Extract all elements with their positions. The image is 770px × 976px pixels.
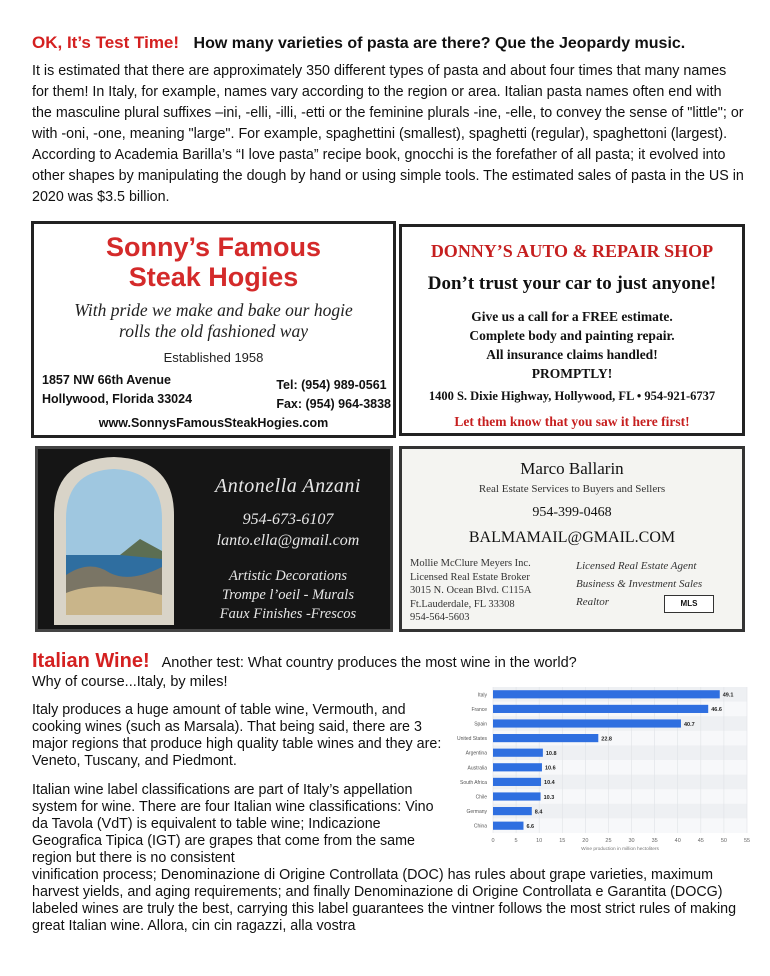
antonella-service3: Faux Finishes -Frescos bbox=[219, 606, 357, 622]
wine-intro: Another test: What country produces the most wine in the world? bbox=[161, 655, 577, 671]
chart-value-label: 10.3 bbox=[543, 794, 555, 801]
sonny-tel: Tel: (954) 989-0561 bbox=[276, 378, 387, 392]
sonny-address1: 1857 NW 66th Avenue bbox=[42, 373, 171, 387]
chart-category-label: France bbox=[471, 706, 487, 713]
marco-agent-line3: Realtor bbox=[576, 596, 609, 608]
pasta-section bbox=[32, 32, 744, 208]
chart-bar bbox=[493, 734, 598, 742]
donny-title: DONNY’S AUTO & REPAIR SHOP bbox=[430, 241, 714, 261]
marco-phone: 954-399-0468 bbox=[532, 505, 612, 520]
window-seascape-painting bbox=[50, 455, 178, 625]
sonny-slogan-line2: rolls the old fashioned way bbox=[119, 321, 308, 341]
sonny-slogan-line1: With pride we make and bake our hogie bbox=[74, 300, 353, 320]
donny-footer: Let them know that you saw it here first! bbox=[454, 414, 690, 429]
chart-bar bbox=[493, 749, 543, 757]
marco-agent-line1: Licensed Real Estate Agent bbox=[576, 560, 697, 572]
antonella-email: lanto.ella@gmail.com bbox=[216, 532, 360, 549]
donny-line3: All insurance claims handled! bbox=[486, 347, 658, 362]
antonella-service2: Trompe l’oeil - Murals bbox=[222, 587, 354, 603]
donny-address: 1400 S. Dixie Highway, Hollywood, FL • 954-921-6737 bbox=[428, 389, 716, 403]
chart-category-label: United States bbox=[456, 736, 487, 743]
antonella-phone: 954-673-6107 bbox=[242, 511, 334, 528]
chart-value-label: 40.7 bbox=[683, 721, 695, 728]
wine-paragraph1: Italy produces a huge amount of table wine, Vermouth, and cooking wines (such as Marsala). That being said, there are 3 major regions that produce high quality table wines and they are: Veneto, Tuscany, and Piedmont. bbox=[32, 702, 442, 769]
chart-category-label: Argentina bbox=[465, 750, 487, 757]
chart-category-label: Spain bbox=[474, 721, 487, 728]
pasta-header bbox=[32, 32, 744, 55]
donny-line1: Give us a call for a FREE estimate. bbox=[471, 309, 673, 324]
marco-name: Marco Ballarin bbox=[520, 459, 624, 478]
chart-value-label: 10.8 bbox=[545, 750, 557, 757]
chart-bar bbox=[493, 792, 541, 800]
chart-category-label: South Africa bbox=[460, 779, 487, 786]
chart-value-label: 8.4 bbox=[534, 809, 543, 816]
chart-bar bbox=[493, 822, 523, 830]
chart-value-label: 10.6 bbox=[544, 765, 556, 772]
chart-bar bbox=[493, 807, 532, 815]
chart-x-tick-label: 10 bbox=[536, 838, 543, 844]
sonny-fax: Fax: (954) 964-3838 bbox=[276, 397, 391, 411]
chart-x-axis-label: Wine production in million hectoliters bbox=[581, 847, 659, 852]
pasta-question: How many varieties of pasta are there? Que the Jeopardy music. bbox=[193, 35, 686, 52]
chart-bar bbox=[493, 719, 681, 727]
chart-x-tick-label: 30 bbox=[628, 838, 635, 844]
sonny-address2: Hollywood, Florida 33024 bbox=[42, 392, 193, 406]
chart-x-tick-label: 40 bbox=[674, 838, 681, 844]
mls-logo: MLS bbox=[664, 595, 714, 613]
chart-bar bbox=[493, 778, 541, 786]
chart-x-tick-label: 15 bbox=[559, 838, 566, 844]
donny-tagline: Don’t trust your car to just anyone! bbox=[427, 273, 717, 294]
chart-x-tick-label: 55 bbox=[743, 838, 751, 844]
wine-paragraph2-narrow: Italian wine label classifications are part of Italy’s appellation system for wine. There are four Italian wine classifications: Vino da Tavola (VdT) is equivalent to table wine; Indicazione Geografica Tipica (IGT) are grapes that come from the same region but there is no consistent bbox=[32, 782, 434, 866]
antonella-ad bbox=[35, 446, 393, 632]
chart-value-label: 49.1 bbox=[722, 692, 734, 699]
chart-category-label: Italy bbox=[477, 692, 487, 699]
chart-bar bbox=[493, 690, 720, 698]
wine-answer: Why of course...Italy, by miles! bbox=[32, 674, 228, 690]
sonny-website: www.SonnysFamousSteakHogies.com bbox=[98, 416, 329, 430]
chart-x-tick-label: 5 bbox=[514, 838, 518, 844]
donny-ad bbox=[399, 224, 745, 436]
chart-x-tick-label: 45 bbox=[697, 838, 704, 844]
chart-value-label: 22.8 bbox=[601, 736, 613, 743]
chart-value-label: 10.4 bbox=[544, 780, 555, 787]
chart-bar bbox=[493, 705, 708, 713]
marco-ad bbox=[399, 446, 745, 632]
pasta-paragraph: It is estimated that there are approximately 350 different types of pasta and about four times that many names for them! In Italy, for example, names vary according to the region or area. Italian pasta names often end with the masculine plural suffixes –ini, -elli, -illi, -etti or the feminine plurals -ine, -elle, to convey the sense of "little"; or with -oni, -one, meaning "large". For example, spaghettini (smallest), spaghetti (regular), spaghettoni (largest). According to Academia Barilla’s “I love pasta” recipe book, gnocchi is the forefather of all pasta; it evolved into other shapes by manipulating the dough by hand or using simple tools. The estimated sales of pasta in the US in 2020 was $3.5 billion. bbox=[32, 63, 744, 205]
donny-line2: Complete body and painting repair. bbox=[469, 328, 675, 343]
chart-x-tick-label: 25 bbox=[605, 838, 612, 844]
sonny-ad bbox=[31, 221, 396, 438]
marco-subtitle: Real Estate Services to Buyers and Sellers bbox=[478, 483, 666, 495]
sonny-established: Established 1958 bbox=[163, 350, 264, 365]
sonny-name-line1: Sonny’s Famous bbox=[105, 232, 322, 262]
marco-agent-line2: Business & Investment Sales bbox=[576, 578, 703, 590]
chart-x-tick-label: 20 bbox=[582, 838, 589, 844]
pasta-title: OK, It’s Test Time! bbox=[32, 33, 180, 52]
marco-email: BALMAMAIL@GMAIL.COM bbox=[468, 529, 676, 546]
wine-paragraph2-wide: vinification process; Denominazione di Origine Controllata (DOC) has rules about grape varieties, maximum harvest yields, and aging requirements; and finally Denominazione di Origine Controllata e Garantita (DOCG) labeled wines are truly the best, carrying this label guarantees the vintner follows the most strict rules of making great Italian wine. Allora, cin cin ragazzi, alla vostra bbox=[32, 867, 737, 934]
marco-broker-line3: 3015 N. Ocean Blvd. C115A bbox=[410, 585, 532, 596]
wine-header bbox=[32, 652, 744, 673]
marco-broker-line1: Mollie McClure Meyers Inc. bbox=[410, 558, 531, 569]
chart-x-tick-label: 50 bbox=[720, 838, 727, 844]
antonella-service1: Artistic Decorations bbox=[228, 568, 347, 584]
chart-value-label: 6.6 bbox=[526, 823, 535, 830]
chart-bar bbox=[493, 763, 542, 771]
chart-category-label: Germany bbox=[466, 809, 487, 816]
chart-category-label: China bbox=[473, 823, 487, 830]
chart-x-tick-label: 35 bbox=[651, 838, 658, 844]
chart-category-label: Chile bbox=[475, 794, 487, 801]
marco-broker-line5: 954-564-5603 bbox=[410, 612, 470, 623]
chart-category-label: Australia bbox=[467, 765, 487, 772]
chart-x-tick-label: 0 bbox=[491, 838, 495, 844]
chart-value-label: 46.6 bbox=[711, 707, 722, 714]
wine-title: Italian Wine! bbox=[32, 650, 150, 672]
antonella-name: Antonella Anzani bbox=[215, 475, 361, 497]
wine-production-chart bbox=[449, 683, 755, 853]
donny-line4: PROMPTLY! bbox=[531, 366, 613, 381]
marco-broker-line4: Ft.Lauderdale, FL 33308 bbox=[410, 598, 515, 610]
sonny-name-line2: Steak Hogies bbox=[128, 262, 299, 292]
marco-broker-line2: Licensed Real Estate Broker bbox=[410, 571, 530, 583]
